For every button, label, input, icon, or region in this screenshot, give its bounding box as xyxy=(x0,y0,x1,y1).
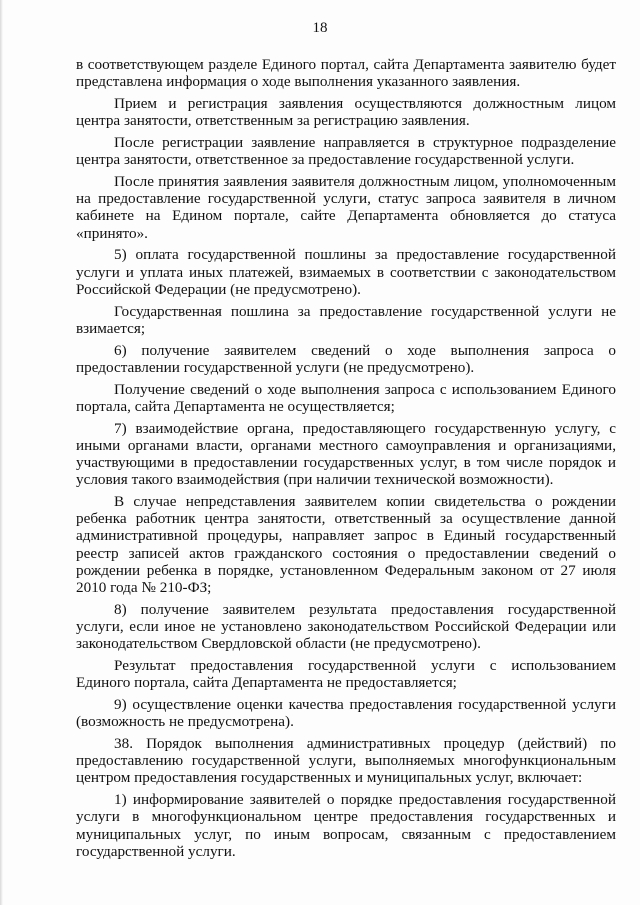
paragraph: 5) оплата государственной пошлины за предоставление государственной услуги и уплата иных платежей, взимаемых в соответствии с законодательством Российской Федерации (не предусмотрено). xyxy=(76,246,616,298)
paragraph: в соответствующем разделе Единого портал, сайта Департамента заявителю будет представлена информация о ходе выполнения указанного заявления. xyxy=(76,56,616,91)
paragraph: 6) получение заявителем сведений о ходе выполнения запроса о предоставлении государственной услуги (не предусмотрено). xyxy=(76,341,616,376)
paragraph: После принятия заявления заявителя должностным лицом, уполномоченным на предоставление государственной услуги, статус запроса заявителя в личном кабинете на Едином портале, сайте Департамента обновляется до статуса «принято». xyxy=(76,173,616,242)
paragraph: 38. Порядок выполнения административных процедур (действий) по предоставлению государственной услуги, выполняемых многофункциональным центром предоставления государственных и муниципальных услуг, включает: xyxy=(76,735,616,787)
paragraph: 9) осуществление оценки качества предоставления государственной услуги (возможность не предусмотрена). xyxy=(76,696,616,731)
paragraph: Прием и регистрация заявления осуществляются должностным лицом центра занятости, ответственным за регистрацию заявления. xyxy=(76,95,616,130)
page-number: 18 xyxy=(312,20,328,36)
paragraph: Государственная пошлина за предоставление государственной услуги не взимается; xyxy=(76,302,616,337)
paragraph: Результат предоставления государственной услуги с использованием Единого портала, сайта Департамента не предоставляется; xyxy=(76,657,616,692)
paragraph: 8) получение заявителем результата предоставления государственной услуги, если иное не установлено законодательством Российской Федерации или законодательством Свердловской области (не предусмотрено). xyxy=(76,600,616,653)
paragraph: После регистрации заявление направляется в структурное подразделение центра занятости, ответственное за предоставление государственной услуги. xyxy=(76,134,616,169)
paragraph: 7) взаимодействие органа, предоставляющего государственную услугу, с иными органами власти, органами местного самоуправления и организациями, участвующими в предоставлении государственных услуг, в том числе порядок и условия такого взаимодействия (при наличии технической возможности). xyxy=(76,419,616,489)
paragraph: 1) информирование заявителей о порядке предоставления государственной услуги в многофункциональном центре предоставления государственных и муниципальных услуг, по иным вопросам, связанным с предоставлением государственной услуги. xyxy=(76,791,616,860)
document-body xyxy=(76,56,616,865)
scan-edge-shadow xyxy=(0,0,3,905)
paragraph: В случае непредставления заявителем копии свидетельства о рождении ребенка работник центра занятости, ответственный за осуществление данной административной процедуры, направляет запрос в Единый государственный реестр записей актов гражданского состояния о предоставлении сведений о рождении ребенка в порядке, установленном Федеральным законом от 27 июля 2010 года № 210-ФЗ; xyxy=(76,493,616,597)
paragraph: Получение сведений о ходе выполнения запроса с использованием Единого портала, сайта Департамента не осуществляется; xyxy=(76,380,616,415)
